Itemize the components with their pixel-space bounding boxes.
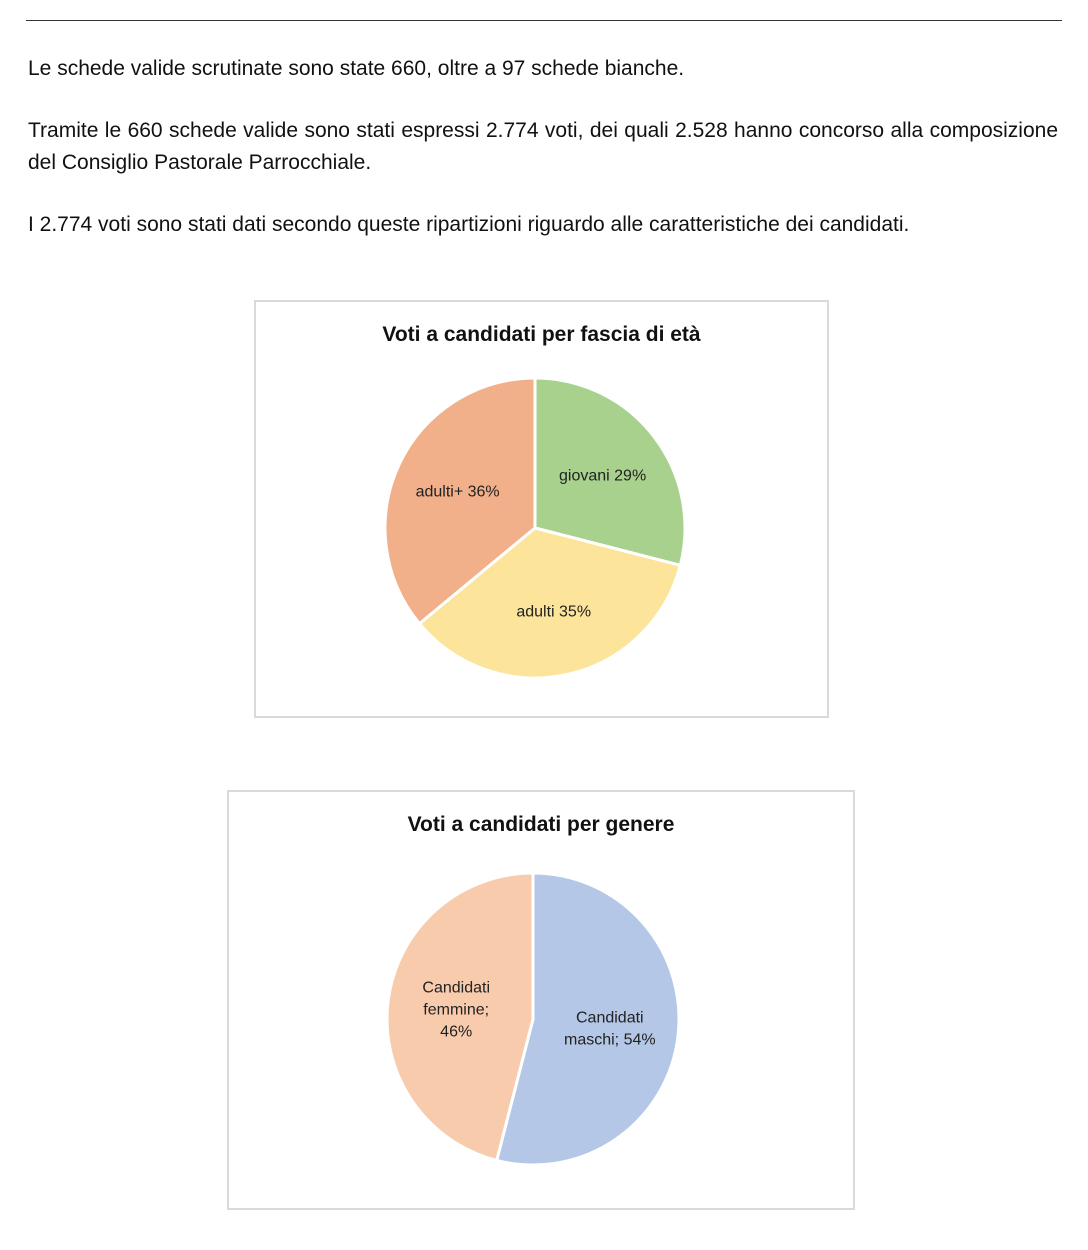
chart-title: Voti a candidati per fascia di età — [382, 323, 701, 346]
top-divider — [26, 20, 1062, 21]
pie-slice-label: adulti 35% — [516, 603, 592, 621]
pie-slice-label: giovani 29% — [559, 467, 647, 485]
pie-slice-label: Candidati femmine; 46% — [422, 979, 491, 1041]
pie-slice-label: Candidati maschi; 54% — [564, 1009, 656, 1049]
pie-chart-age — [256, 302, 827, 716]
pie-chart-gender — [229, 792, 853, 1208]
chart-title: Voti a candidati per genere — [407, 813, 675, 836]
paragraph-ballots: Le schede valide scrutinate sono state 660, oltre a 97 schede bianche. — [28, 57, 685, 80]
paragraph-votes: Tramite le 660 schede valide sono stati espressi 2.774 voti, dei quali 2.528 hanno concorso alla composizione del Consiglio Pastorale Parrocchiale. — [28, 119, 1058, 174]
pie-slice-label: adulti+ 36% — [415, 483, 500, 501]
chart-age-groups — [254, 300, 829, 718]
chart-gender — [227, 790, 855, 1210]
paragraph-breakdown: I 2.774 voti sono stati dati secondo queste ripartizioni riguardo alle caratteristiche dei candidati. — [28, 213, 910, 236]
